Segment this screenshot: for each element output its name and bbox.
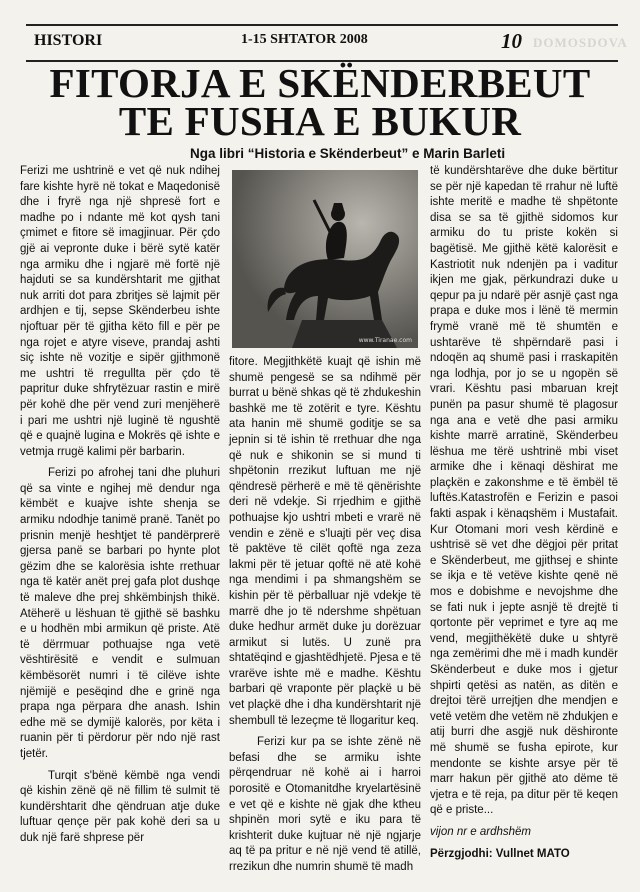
page-number: 10 <box>501 29 522 53</box>
paragraph: të kundërshtarëve dhe duke bërtitur se për një kapedan të rrahur në luftë ishte meritë e madhe të shpëtonte disa se sa të gjithë sidomos kur armiku do tu priste kokën si bagëtisë. Me gjithë këtë kalorësit e Kastriotit nuk ndenjën pa i vaditur ikjen me gjak, përkundrazi duke u qepur pa ju ndarë për asnjë çast nga prapa e duke mos i lënë të mermin frymë vranë më të shumtën e ushtarëve të shpërndarë pasi i ndoqën aq shumë pasi i rraskapitën nga lodhja, por jo se u ngopën së vrari. Kështu pasi mbaruan krejt punën pa pasur shumë të plagosur nga ana e vetë dhe pasi armiku kishte marrë arratinë, Skënderbeu lëshua me tërë ushtrinë mbi viset armike dhe i kënaqi dëshirat me plaçkën e zakonshme e të ëmbël të luftës.Katastrofën e Ferizin e pasoi fakti aspak i kënaqshëm i Mustafait. Kur Otomani mori vesh kërdinë e ushtrisë së vet dhe dëgjoi për pritat e Skënderbeut, me gjithsej e shinte se ikja e të vetëve kishte qenë në mos e dobishme e nevojshme dhe se fati nuk i jepte asnjë të drejtë ti qortonte për veprimet e tyre aq me vend, megjithëkëtë duke u shtyrë nga zemërimi dhe më i madh kundër Skënderbeut e duke mos i gjetur shpirti qetësi as natën, as ditën e drejtoi tërë urrejtjen dhe mendjen e vetë vetëm dhe vetëm në zhdukjen e atij burri dhe asgjë nuk dëshironte më shumë se fusha epirote, kur mendonte se kishte arsye për të marr hakun për gjithë ato dëme të vjetra e të reja, pa ditur për të keqen që e priste... <box>430 165 618 817</box>
text-column-3 <box>430 164 618 868</box>
compiler-credit: Përzgjodhi: Vullnet MATO <box>430 847 570 860</box>
article-title <box>20 60 620 144</box>
paragraph: Ferizi kur pa se ishte zënë në befasi dhe se armiku ishte përqendruar në kohë ai i harroi porositë e Otomanitdhe kryelartësinë e vet që e kishte në gjak dhe ktheu shpinën mori sytë e iku para të krishterit duke kujtuar në një ngjarje aq të pa pritur e në një vend të atillë, rrezikun dhe numrin shumë të madh <box>229 736 421 873</box>
issue-date: 1-15 SHTATOR 2008 <box>241 32 368 47</box>
equestrian-statue-image <box>232 170 418 348</box>
publication-name: DOMOSDOVA <box>533 35 628 50</box>
paragraph: Turqit s'bënë këmbë nga vendi që kishin zënë që në fillim të sulmit të kundërshtarit dhe qëndruan atje duke luftuar qençe për pak kohë deri sa u duk një farë shprese për <box>20 769 220 844</box>
title-line-2: TE FUSHA E BUKUR <box>118 98 522 144</box>
page-header <box>26 24 628 62</box>
paragraph: fitore. Megjithkëtë kuajt që ishin më shumë pengesë se sa ndihmë për burrat u bënë shkas që të zhdukeshin bashkë me të zotërit e tyre. Kështu ata hanin më shumë goditje se sa jepnin si të ishin të rrethuar dhe nga që nuk e shikonin se si mund ti shpëtonin rrezikut luftuan me një qëndresë përherë e më të qënërishte deri në vdekje. Si rrjedhim e gjithë pothuajse kjo ushtri mbeti e vrarë në vendin e zënë e s'luajti për veç disa të paktëve të cilët qoftë nga zeza lakmi për të jetuar qoftë në atë kohë nga mendimi i pa shmangshëm se kishin për të përballuar një vdekje të marrë dhe jo të ndershme shpëtuan duke hedhur armët duke ju dorëzuar armikut si lutës. U zunë pra shtatëqind e gjashtëdhjetë. Pjesa e të vrarëve ishte më e madhe. Kështu barbari që vraponte për plaçkë u bë vet plaçkë dhe i dha kundërshtarit një shembull të lezeçme të llogaritur keq. <box>229 356 421 727</box>
continued-note: vijon nr e ardhshëm <box>430 825 531 838</box>
text-column-2 <box>229 355 421 882</box>
text-column-1 <box>20 164 220 853</box>
section-label: HISTORI <box>34 32 103 49</box>
paragraph: Ferizi me ushtrinë e vet që nuk ndihej fare kishte hyrë në tokat e Maqedonisë dhe i fryrë nga një shpresë fort e madhe po i ndante më kot qysh tani çmimet e fitore së imagjinuar. Për çdo gjë ai vepronte duke i bërë sytë katër nga armiku dhe i ngjarë më fortë një hajduti se sa kundërshtarit me gjithat nuk arriti dot para zbritjes së lajmit për ardhjen e tij, sepse Skënderbeu ishte njoftuar për të gjitha këto fill e për pe nga rojet e atyre viseve, prandaj ashti siç ishte në vozitje e sipër gjithmonë me ushtri të rregullta për çdo të papritur duke shfrytëzuar rastin e mirë për kohë dhe për vend zuri menjëherë i pari me ushtri një luginë të ngushtë që e quajnë lugina e Mokrës që ishte e vetmja rrugë kalimi për barbarin. <box>20 165 220 458</box>
photo-credit: www.Tiranae.com <box>358 337 412 344</box>
statue-photo <box>232 170 418 348</box>
article-subtitle: Nga libri “Historia e Skënderbeut” e Marin Barleti <box>190 146 506 161</box>
title-line-1: FITORJA E SKËNDERBEUT <box>49 60 591 106</box>
paragraph: Ferizi po afrohej tani dhe pluhuri që sa vinte e ngihej më dendur nga këmbët e kuajve ishte shenja se armiku ndodhje tanimë pranë. Tanët po prisnin menjë heshtjet të pandërprerë gjersa panë se barbari po hynte plot gëzim dhe se kalorësia ishte rrethuar nga të katër anët prej gafa plot dushqe të maleve dhe prej shkëmbinjsh thikë. Atëherë u lëshuan të gjithë së bashku e u hodhën mbi armikun që priste. Atë të dërrmuar pothuajse nga vetë vështirësitë e vendit e sulmuan këmbësorët numri i të cilëve ishte njëmijë e pesëqind dhe e grinë nga prapa nga përpara dhe anash. Ishin edhe më se dymijë kalorës, por këta i ruanin për ti përdorur për ndo një rast tjetër. <box>20 467 220 760</box>
